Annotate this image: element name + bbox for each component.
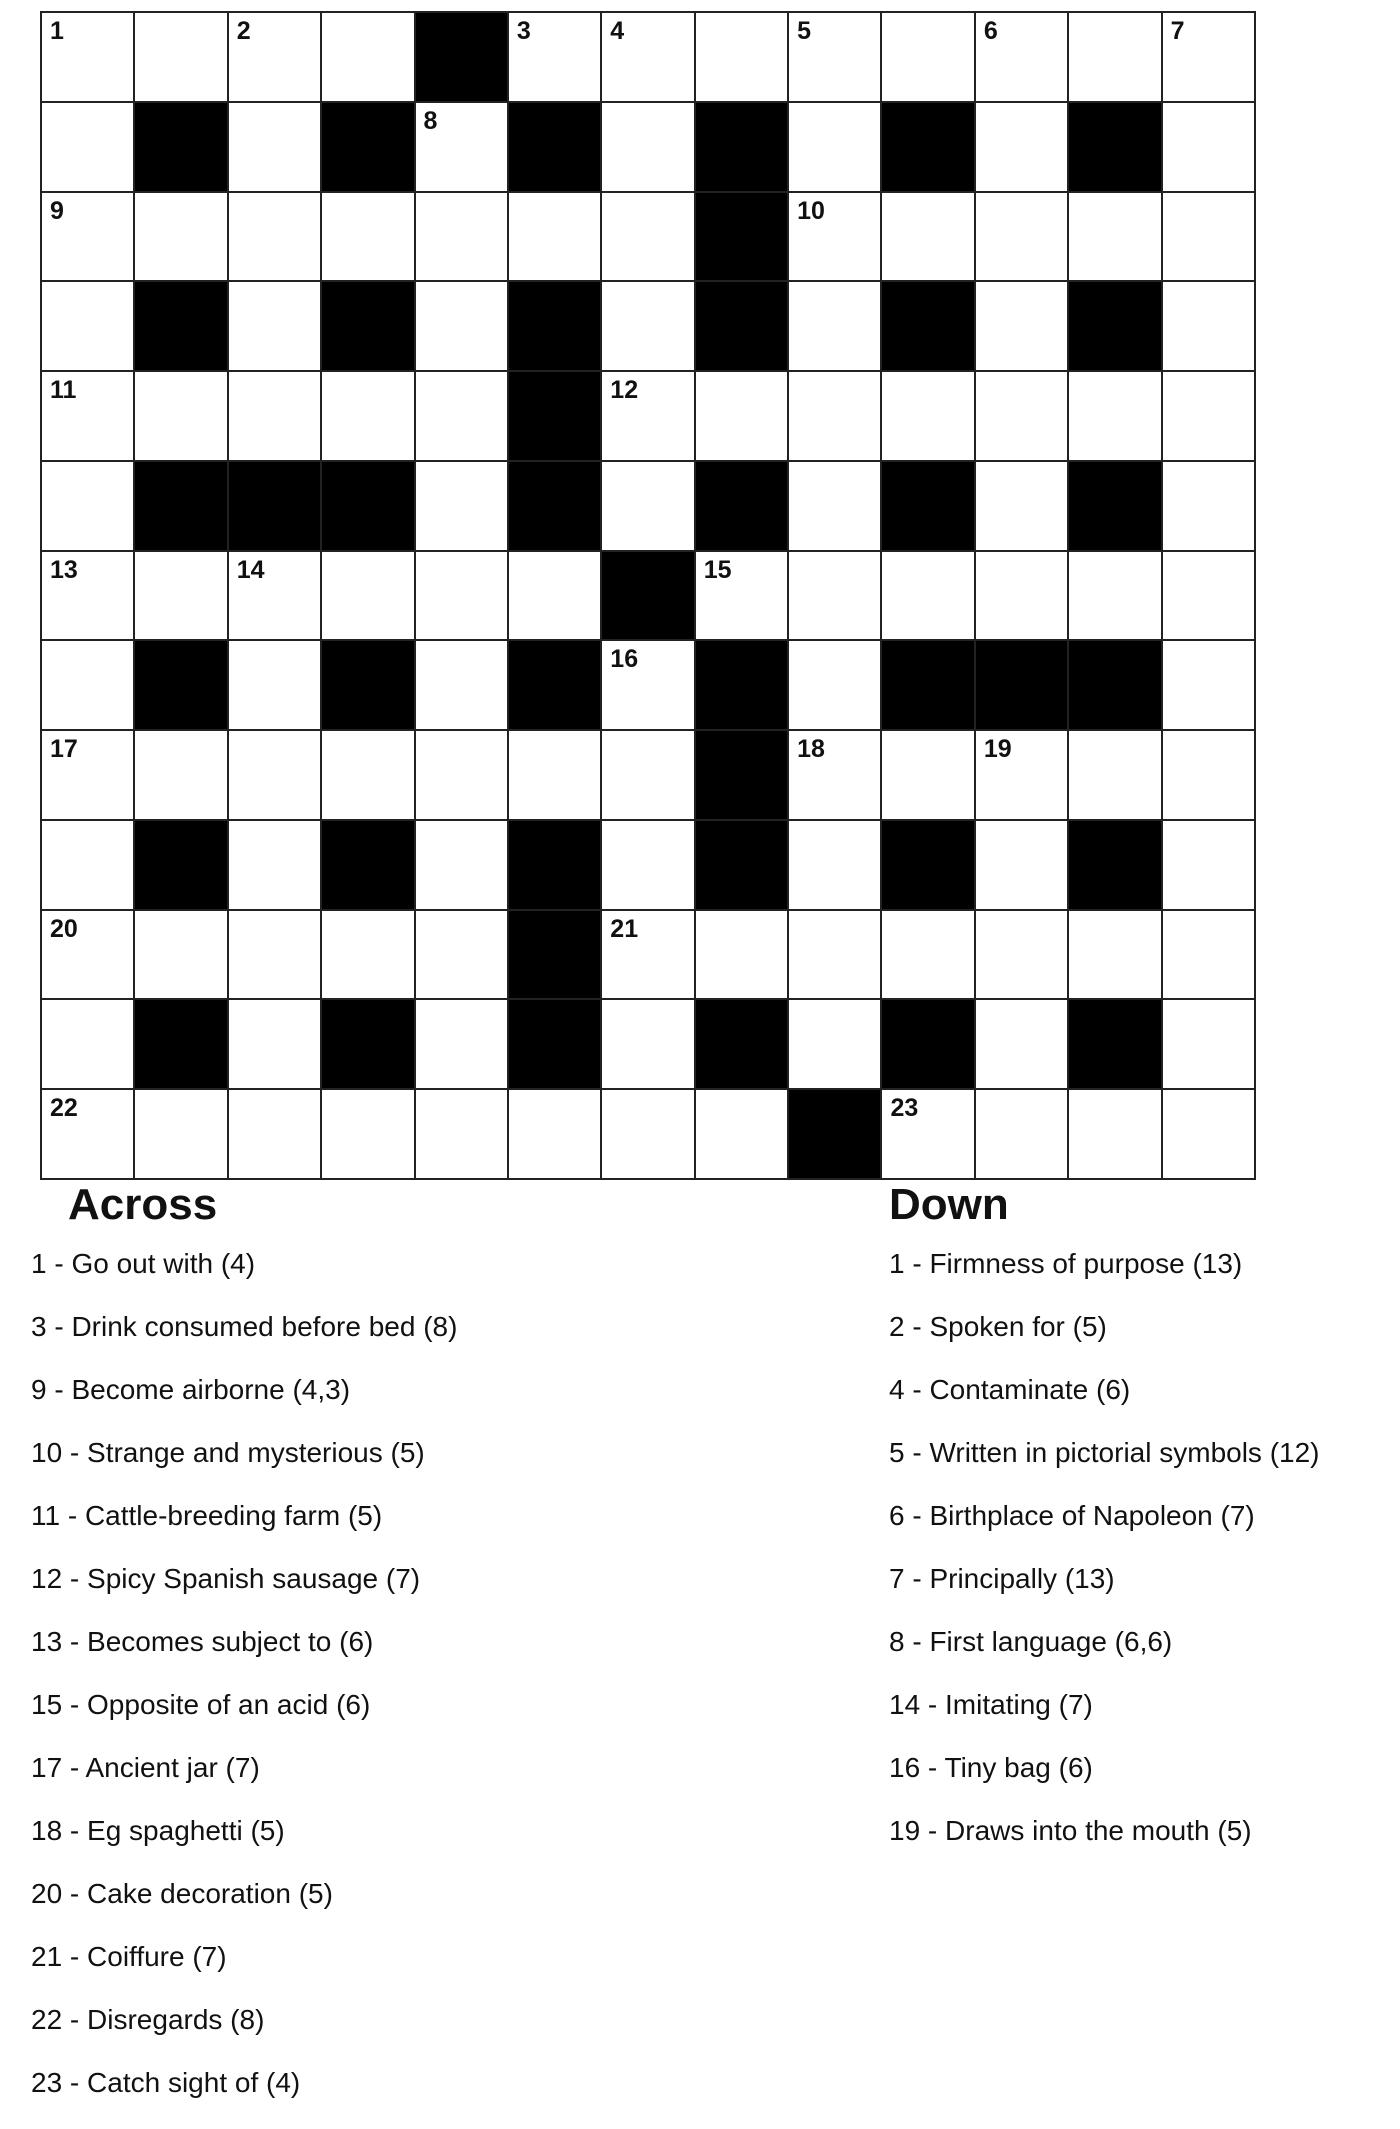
grid-cell[interactable]	[1163, 462, 1256, 552]
grid-cell[interactable]	[976, 821, 1069, 911]
grid-cell[interactable]	[42, 372, 135, 462]
black-cell	[135, 641, 228, 731]
black-cell	[416, 13, 509, 103]
grid-cell[interactable]	[789, 193, 882, 283]
grid-cell[interactable]	[229, 1090, 322, 1180]
grid-cell[interactable]	[1163, 372, 1256, 462]
grid-cell[interactable]	[229, 641, 322, 731]
across-clue: 22 - Disregards (8)	[31, 2004, 265, 2035]
grid-cell[interactable]	[1163, 103, 1256, 193]
grid-cell[interactable]	[976, 372, 1069, 462]
grid-cell[interactable]	[602, 103, 695, 193]
grid-cell[interactable]	[42, 641, 135, 731]
grid-cell[interactable]	[416, 103, 509, 193]
grid-cell[interactable]	[42, 911, 135, 1001]
grid-cell[interactable]	[322, 1090, 415, 1180]
grid-cell[interactable]	[1163, 1000, 1256, 1090]
grid-cell[interactable]	[229, 282, 322, 372]
black-cell	[135, 821, 228, 911]
clue-number: 23	[890, 1094, 919, 1123]
crossword-grid	[40, 11, 1256, 1180]
down-clue: 14 - Imitating (7)	[889, 1689, 1093, 1720]
grid-cell[interactable]	[882, 1090, 975, 1180]
black-cell	[882, 103, 975, 193]
across-clue: 23 - Catch sight of (4)	[31, 2067, 301, 2098]
grid-cell[interactable]	[135, 911, 228, 1001]
grid-cell[interactable]	[1163, 552, 1256, 642]
grid-cell[interactable]	[976, 552, 1069, 642]
grid-cell[interactable]	[509, 731, 602, 821]
grid-cell[interactable]	[229, 821, 322, 911]
grid-cell[interactable]	[789, 911, 882, 1001]
grid-cell[interactable]	[1163, 911, 1256, 1001]
grid-cell[interactable]	[1163, 641, 1256, 731]
black-cell	[882, 1000, 975, 1090]
grid-cell[interactable]	[416, 552, 509, 642]
clue-number: 18	[797, 735, 825, 764]
across-clue: 3 - Drink consumed before bed (8)	[31, 1311, 458, 1342]
grid-cell[interactable]	[602, 821, 695, 911]
black-cell	[509, 911, 602, 1001]
black-cell	[135, 462, 228, 552]
grid-cell[interactable]	[976, 282, 1069, 372]
clue-number: 5	[797, 17, 811, 45]
grid-cell[interactable]	[416, 462, 509, 552]
grid-cell[interactable]	[602, 372, 695, 462]
grid-cell[interactable]	[1069, 552, 1162, 642]
grid-cell[interactable]	[1069, 911, 1162, 1001]
grid-cell[interactable]	[602, 1090, 695, 1180]
grid-cell[interactable]	[135, 731, 228, 821]
down-clue: 7 - Principally (13)	[889, 1563, 1115, 1594]
down-clue: 19 - Draws into the mouth (5)	[889, 1815, 1252, 1846]
black-cell	[1069, 1000, 1162, 1090]
grid-cell[interactable]	[416, 282, 509, 372]
black-cell	[882, 641, 975, 731]
black-cell	[1069, 821, 1162, 911]
grid-cell[interactable]	[229, 13, 322, 103]
grid-cell[interactable]	[1069, 193, 1162, 283]
grid-cell[interactable]	[322, 911, 415, 1001]
grid-cell[interactable]	[882, 13, 975, 103]
black-cell	[789, 1090, 882, 1180]
down-clue: 16 - Tiny bag (6)	[889, 1752, 1093, 1783]
black-cell	[1069, 282, 1162, 372]
down-clue: 2 - Spoken for (5)	[889, 1311, 1107, 1342]
grid-cell[interactable]	[229, 911, 322, 1001]
clue-number: 17	[50, 735, 78, 764]
black-cell	[229, 462, 322, 552]
grid-cell[interactable]	[789, 821, 882, 911]
grid-cell[interactable]	[42, 1000, 135, 1090]
grid-cell[interactable]	[976, 911, 1069, 1001]
across-clue: 12 - Spicy Spanish sausage (7)	[31, 1563, 421, 1594]
black-cell	[696, 821, 789, 911]
grid-cell[interactable]	[229, 552, 322, 642]
grid-cell[interactable]	[229, 731, 322, 821]
grid-cell[interactable]	[42, 1090, 135, 1180]
grid-cell[interactable]	[416, 911, 509, 1001]
grid-cell[interactable]	[1163, 1090, 1256, 1180]
grid-cell[interactable]	[135, 193, 228, 283]
black-cell	[1069, 641, 1162, 731]
grid-cell[interactable]	[416, 372, 509, 462]
clue-number: 15	[703, 555, 732, 584]
grid-cell[interactable]	[322, 552, 415, 642]
clue-number: 1	[50, 17, 64, 45]
clue-number: 7	[1170, 17, 1185, 45]
down-clue: 4 - Contaminate (6)	[889, 1374, 1131, 1405]
grid-cell[interactable]	[696, 372, 789, 462]
down-heading: Down	[889, 1180, 1009, 1229]
clue-number: 3	[516, 17, 531, 45]
grid-cell[interactable]	[509, 193, 602, 283]
clue-number: 20	[50, 914, 78, 943]
grid-cell[interactable]	[416, 1000, 509, 1090]
black-cell	[882, 282, 975, 372]
black-cell	[509, 103, 602, 193]
grid-cell[interactable]	[1069, 372, 1162, 462]
black-cell	[1069, 103, 1162, 193]
grid-cell[interactable]	[602, 282, 695, 372]
grid-cell[interactable]	[789, 731, 882, 821]
black-cell	[696, 193, 789, 283]
grid-cell[interactable]	[1069, 13, 1162, 103]
grid-cell[interactable]	[789, 13, 882, 103]
clue-number: 13	[50, 555, 78, 584]
grid-cell[interactable]	[602, 641, 695, 731]
grid-cell[interactable]	[882, 193, 975, 283]
grid-cell[interactable]	[416, 821, 509, 911]
clue-number: 6	[983, 17, 998, 45]
grid-cell[interactable]	[42, 193, 135, 283]
clue-number: 4	[610, 17, 625, 45]
grid-cell[interactable]	[322, 13, 415, 103]
grid-cell[interactable]	[976, 103, 1069, 193]
grid-cell[interactable]	[509, 552, 602, 642]
grid-cell[interactable]	[509, 13, 602, 103]
grid-cell[interactable]	[789, 1000, 882, 1090]
black-cell	[509, 1000, 602, 1090]
grid-cell[interactable]	[416, 1090, 509, 1180]
grid-cell[interactable]	[135, 372, 228, 462]
grid-cell[interactable]	[789, 103, 882, 193]
black-cell	[322, 1000, 415, 1090]
grid-cell[interactable]	[976, 13, 1069, 103]
black-cell	[322, 821, 415, 911]
across-clue: 1 - Go out with (4)	[31, 1248, 256, 1279]
grid-cell[interactable]	[602, 13, 695, 103]
black-cell	[976, 641, 1069, 731]
black-cell	[509, 282, 602, 372]
across-heading: Across	[68, 1180, 218, 1229]
black-cell	[135, 103, 228, 193]
black-cell	[509, 372, 602, 462]
grid-cell[interactable]	[789, 641, 882, 731]
grid-cell[interactable]	[42, 103, 135, 193]
grid-cell[interactable]	[135, 13, 228, 103]
grid-cell[interactable]	[1163, 282, 1256, 372]
across-clue: 10 - Strange and mysterious (5)	[31, 1437, 425, 1468]
across-clue: 13 - Becomes subject to (6)	[31, 1626, 374, 1657]
clue-number: 21	[610, 914, 639, 943]
grid-cell[interactable]	[882, 731, 975, 821]
grid-cell[interactable]	[602, 731, 695, 821]
black-cell	[322, 641, 415, 731]
black-cell	[322, 462, 415, 552]
grid-cell[interactable]	[696, 1090, 789, 1180]
across-clue: 20 - Cake decoration (5)	[31, 1878, 333, 1909]
across-clue-list	[31, 1247, 851, 2129]
black-cell	[696, 462, 789, 552]
clue-number: 11	[50, 376, 77, 405]
grid-cell[interactable]	[135, 552, 228, 642]
grid-cell[interactable]	[229, 193, 322, 283]
black-cell	[135, 1000, 228, 1090]
grid-cell[interactable]	[1163, 13, 1256, 103]
grid-cell[interactable]	[416, 731, 509, 821]
across-clue: 21 - Coiffure (7)	[31, 1941, 227, 1972]
black-cell	[602, 552, 695, 642]
grid-cell[interactable]	[1069, 731, 1162, 821]
grid-cell[interactable]	[696, 13, 789, 103]
down-clue: 6 - Birthplace of Napoleon (7)	[889, 1500, 1255, 1531]
grid-cell[interactable]	[229, 103, 322, 193]
grid-cell[interactable]	[42, 13, 135, 103]
grid-cell[interactable]	[976, 1090, 1069, 1180]
clue-number: 2	[236, 17, 251, 45]
black-cell	[696, 641, 789, 731]
clue-number: 19	[983, 735, 1012, 764]
grid-cell[interactable]	[42, 462, 135, 552]
clue-number: 16	[610, 645, 639, 674]
grid-cell[interactable]	[229, 1000, 322, 1090]
grid-cell[interactable]	[1163, 193, 1256, 283]
grid-cell[interactable]	[1163, 821, 1256, 911]
black-cell	[322, 282, 415, 372]
grid-cell[interactable]	[1163, 731, 1256, 821]
black-cell	[882, 462, 975, 552]
clue-number: 12	[610, 376, 639, 405]
grid-cell[interactable]	[976, 193, 1069, 283]
grid-cell[interactable]	[882, 372, 975, 462]
grid-cell[interactable]	[789, 552, 882, 642]
grid-cell[interactable]	[976, 731, 1069, 821]
clue-number: 14	[236, 555, 265, 584]
grid-cell[interactable]	[882, 911, 975, 1001]
grid-cell[interactable]	[789, 462, 882, 552]
across-clue: 11 - Cattle-breeding farm (5)	[31, 1500, 383, 1531]
down-clue: 1 - Firmness of purpose (13)	[889, 1248, 1243, 1279]
across-clue: 17 - Ancient jar (7)	[31, 1752, 260, 1783]
black-cell	[509, 462, 602, 552]
grid-cell[interactable]	[229, 372, 322, 462]
black-cell	[696, 1000, 789, 1090]
grid-cell[interactable]	[789, 372, 882, 462]
across-clue: 9 - Become airborne (4,3)	[31, 1374, 351, 1405]
clue-number: 8	[423, 106, 438, 135]
clue-number: 22	[50, 1094, 78, 1123]
black-cell	[135, 282, 228, 372]
down-clue: 8 - First language (6,6)	[889, 1626, 1173, 1657]
black-cell	[509, 641, 602, 731]
grid-cell[interactable]	[42, 731, 135, 821]
clue-number: 10	[797, 196, 825, 225]
grid-cell[interactable]	[602, 911, 695, 1001]
down-clue: 5 - Written in pictorial symbols (12)	[889, 1437, 1320, 1468]
grid-cell[interactable]	[882, 552, 975, 642]
grid-cell[interactable]	[42, 821, 135, 911]
black-cell	[696, 731, 789, 821]
black-cell	[1069, 462, 1162, 552]
grid-cell[interactable]	[322, 193, 415, 283]
grid-cell[interactable]	[602, 193, 695, 283]
grid-cell[interactable]	[602, 462, 695, 552]
black-cell	[882, 821, 975, 911]
grid-cell[interactable]	[1069, 1090, 1162, 1180]
grid-cell[interactable]	[509, 1090, 602, 1180]
grid-cell[interactable]	[602, 1000, 695, 1090]
across-clue: 18 - Eg spaghetti (5)	[31, 1815, 285, 1846]
across-clue: 15 - Opposite of an acid (6)	[31, 1689, 371, 1720]
black-cell	[696, 103, 789, 193]
black-cell	[696, 282, 789, 372]
grid-cell[interactable]	[42, 282, 135, 372]
grid-cell[interactable]	[416, 641, 509, 731]
grid-cell[interactable]	[976, 462, 1069, 552]
grid-cell[interactable]	[42, 552, 135, 642]
grid-cell[interactable]	[135, 1090, 228, 1180]
grid-cell[interactable]	[696, 911, 789, 1001]
grid-cell[interactable]	[416, 193, 509, 283]
grid-cell[interactable]	[696, 552, 789, 642]
grid-cell[interactable]	[789, 282, 882, 372]
grid-cell[interactable]	[322, 731, 415, 821]
down-clue-list	[889, 1247, 1389, 1877]
clue-number: 9	[50, 196, 64, 225]
grid-cell[interactable]	[322, 372, 415, 462]
black-cell	[509, 821, 602, 911]
grid-cell[interactable]	[976, 1000, 1069, 1090]
black-cell	[322, 103, 415, 193]
